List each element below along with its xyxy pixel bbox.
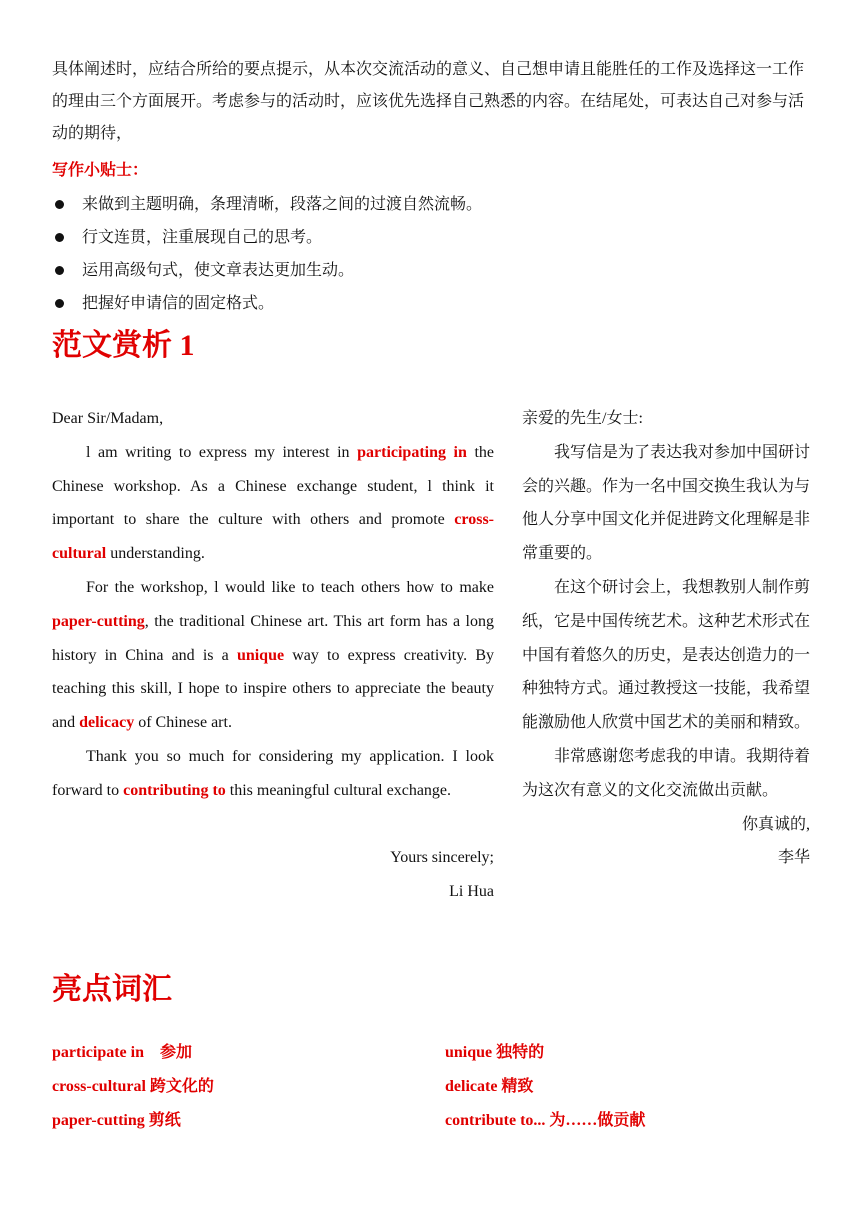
tip-text: 行文连贯，注重展现自己的思考。 <box>82 229 323 246</box>
text-run: way to express creativity. By teaching this skill, I hope to inspire others to appreciate the beauty and <box>52 646 494 732</box>
tips-heading: 写作小贴士： <box>52 162 149 179</box>
vocab-row <box>52 1036 812 1070</box>
vocab-row <box>52 1070 812 1104</box>
text-run: Thank you so much for considering my application. I look forward to <box>52 747 494 799</box>
letter-closing-cn: 你真诚的, <box>741 815 810 833</box>
letter-closing: Yours sincerely; <box>390 849 494 867</box>
letter-salutation: Dear Sir/Madam, <box>52 410 164 427</box>
bullet-icon <box>55 266 64 275</box>
letter-paragraph-2-cn: 在这个研讨会上，我想教别人制作剪纸，它是中国传统艺术。这种艺术形式在中国有着悠久的历史，是表达创造力的一种独特方式。通过教授这一技能，我希望能激励他人欣赏中国艺术的美丽和精致。 <box>522 578 811 732</box>
text-run: l am writing to express my interest in <box>86 443 358 461</box>
tip-text: 来做到主题明确，条理清晰，段落之间的过渡自然流畅。 <box>82 196 483 213</box>
letter-signature: Li Hua <box>449 883 494 901</box>
section-title-model-essay: 范文赏析 1 <box>52 329 195 362</box>
bullet-icon <box>55 299 64 308</box>
intro-paragraph: 具体阐述时，应结合所给的要点提示，从本次交流活动的意义、自己想申请且能胜任的工作及选择这一工作的理由三个方面展开。考虑参与的活动时，应该优先选择自己熟悉的内容。在结尾处，可表达自己对参与活动的期待， <box>52 61 805 142</box>
vocab-item: contribute to... 为……做贡献 <box>445 1112 646 1129</box>
highlight-phrase: delicacy <box>79 714 135 732</box>
highlight-phrase: participating in <box>357 443 467 461</box>
letter-chinese <box>522 402 810 875</box>
letter-signature-cn: 李华 <box>777 849 810 867</box>
tip-item <box>52 188 482 221</box>
highlight-phrase: unique <box>236 646 285 664</box>
letter-paragraph-1 <box>52 436 494 571</box>
letter-paragraph-3-cn: 非常感谢您考虑我的申请。我期待着为这次有意义的文化交流做出贡献。 <box>522 747 811 799</box>
letter-salutation-cn: 亲爱的先生/女士: <box>522 410 643 427</box>
text-run: understanding. <box>106 545 205 563</box>
highlight-phrase: contributing to <box>123 781 226 799</box>
highlight-phrase: paper-cutting <box>52 612 145 630</box>
text-run: For the workshop, l would like to teach others how to make <box>86 578 494 596</box>
vocab-item: cross-cultural 跨文化的 <box>52 1078 214 1095</box>
tip-item <box>52 221 482 254</box>
highlight-phrase: cross-cultural <box>52 511 494 563</box>
vocab-item: unique 独特的 <box>445 1044 545 1061</box>
tips-list <box>52 188 482 320</box>
tip-item <box>52 254 482 287</box>
text-run: the Chinese workshop. As a Chinese exchange student, l think it important to share the culture with others and promote <box>52 443 495 529</box>
tip-text: 把握好申请信的固定格式。 <box>82 295 275 312</box>
text-run: , the traditional Chinese art. This art form has a long history in China and is a <box>52 612 494 664</box>
vocab-list <box>52 1036 812 1138</box>
vocab-item: delicate 精致 <box>445 1078 534 1095</box>
bullet-icon <box>55 200 64 209</box>
tip-text: 运用高级句式，使文章表达更加生动。 <box>82 262 355 279</box>
vocab-row <box>52 1104 812 1138</box>
vocab-item: participate in 参加 <box>52 1044 192 1061</box>
letter-paragraph-2 <box>52 571 494 740</box>
tip-item <box>52 287 482 320</box>
section-title-vocab: 亮点词汇 <box>52 973 172 1006</box>
letter-english <box>52 402 494 909</box>
text-run: of Chinese art. <box>134 714 232 732</box>
text-run: this meaningful cultural exchange. <box>225 781 452 799</box>
letter-paragraph-1-cn: 我写信是为了表达我对参加中国研讨会的兴趣。作为一名中国交换生我认为与他人分享中国文化并促进跨文化理解是非常重要的。 <box>522 443 811 563</box>
letter-paragraph-3 <box>52 740 494 808</box>
vocab-item: paper-cutting 剪纸 <box>52 1112 181 1129</box>
bullet-icon <box>55 233 64 242</box>
